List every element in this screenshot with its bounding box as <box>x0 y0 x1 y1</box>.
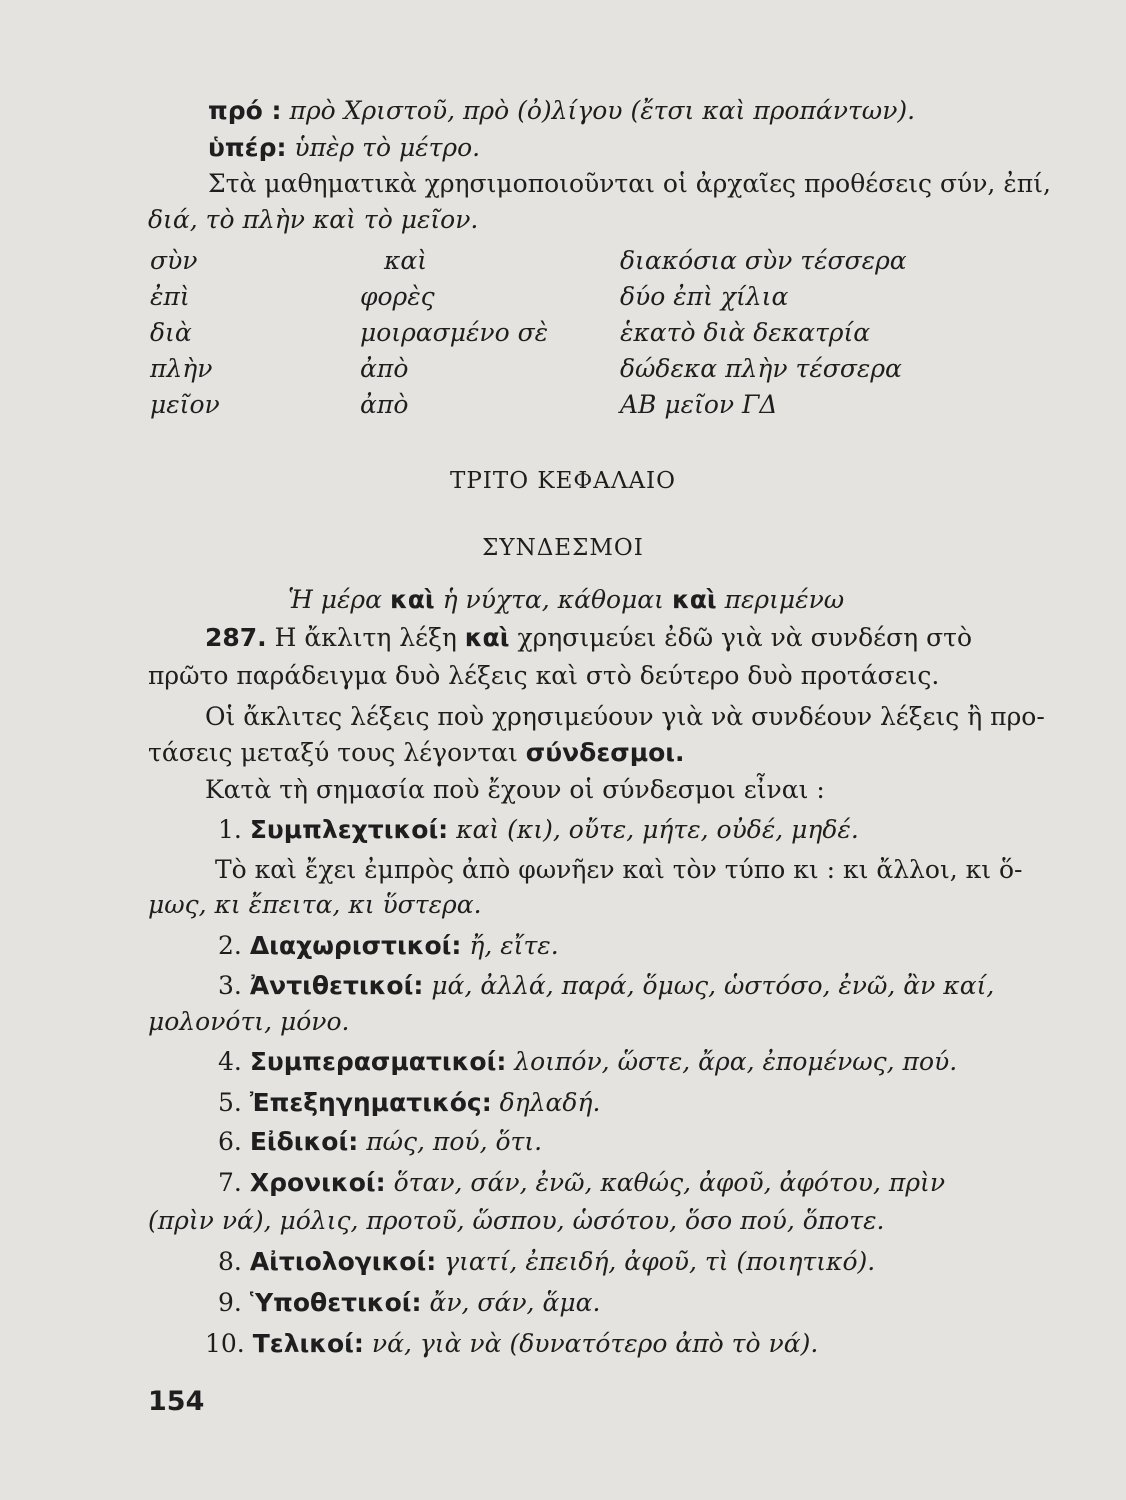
category-examples: νά, γιὰ νὰ (δυνατότερο ἀπὸ τὸ νά). <box>371 1329 819 1358</box>
category-examples: γιατί, ἐπειδή, ἀφοῦ, τὶ (ποιητικό). <box>444 1247 876 1276</box>
term-kai: καὶ <box>464 623 510 652</box>
term-uper: ὑπέρ: <box>208 133 287 162</box>
category-examples: ἄν, σάν, ἅμα. <box>429 1288 601 1317</box>
defn-line-2 <box>148 737 685 769</box>
term-pro: πρό : <box>208 96 282 125</box>
category-item <box>218 1126 542 1158</box>
category-number: 1. <box>218 815 242 844</box>
math-op-cell: σὺν <box>150 246 198 275</box>
category-item <box>218 930 559 962</box>
category-number: 9. <box>218 1288 242 1317</box>
math-example-cell: δώδεκα πλὴν τέσσερα <box>620 354 902 383</box>
text-uper: ὑπὲρ τὸ μέτρο. <box>294 133 481 162</box>
math-meaning-cell: ἀπὸ <box>360 390 409 419</box>
math-op-cell: μεῖον <box>150 390 220 419</box>
example-part: ἡ νύχτα, κάθομαι <box>442 585 664 614</box>
category-name: Χρονικοί: <box>249 1168 386 1197</box>
para-287-line-1 <box>205 622 972 654</box>
math-col-1 <box>150 243 220 423</box>
category-examples: ὅταν, σάν, ἐνῶ, καθώς, ἀφοῦ, ἀφότου, πρὶν <box>393 1168 946 1197</box>
category-number: 2. <box>218 931 242 960</box>
category-examples: λοιπόν, ὥστε, ἄρα, ἐπομένως, πού. <box>514 1047 958 1076</box>
category-item <box>218 970 994 1002</box>
category-item <box>218 1087 600 1119</box>
note-kai-line-2: μως, κι ἔπειτα, κι ὕστερα. <box>148 890 482 919</box>
category-name: Ἐπεξηγηματικός: <box>249 1088 492 1117</box>
math-meaning-cell: μοιρασμένο σὲ <box>360 318 549 347</box>
category-name: Ἀντιθετικοί: <box>249 971 424 1000</box>
category-item <box>218 814 859 846</box>
category-item <box>218 1046 957 1078</box>
category-number: 4. <box>218 1047 242 1076</box>
category-examples-cont: (πρὶν νά), μόλις, προτοῦ, ὥσπου, ὡσότου, ὅσο πού, ὅποτε. <box>148 1206 885 1235</box>
page-number: 154 <box>148 1386 205 1417</box>
math-op-cell: ἐπὶ <box>150 282 190 311</box>
category-item <box>218 1167 945 1199</box>
line-uper <box>208 132 480 164</box>
category-name: Συμπερασματικοί: <box>249 1047 507 1076</box>
category-number: 10. <box>205 1329 245 1358</box>
example-kai: καὶ <box>389 585 435 614</box>
section-title: ΣΥΝΔΕΣΜΟΙ <box>482 535 644 561</box>
category-number: 8. <box>218 1247 242 1276</box>
category-name: Τελικοί: <box>252 1329 364 1358</box>
math-example-cell: δύο ἐπὶ χίλια <box>620 282 789 311</box>
chapter-title: ΤΡΙΤΟ ΚΕΦΑΛΑΙΟ <box>449 468 676 494</box>
para-text: Η ἄκλιτη λέξη <box>274 623 457 652</box>
math-meaning-cell: φορὲς <box>360 282 435 311</box>
category-examples: ἤ, εἴτε. <box>469 931 559 960</box>
para-287-line-2: πρῶτο παράδειγμα δυὸ λέξεις καὶ στὸ δεύτερο δυὸ προτάσεις. <box>148 661 940 690</box>
category-item <box>218 1287 600 1319</box>
math-col-2 <box>360 243 548 423</box>
category-number: 5. <box>218 1088 242 1117</box>
category-name: Αἰτιολογικοί: <box>249 1247 437 1276</box>
math-op-cell: διὰ <box>150 318 192 347</box>
text-pro: πρὸ Χριστοῦ, πρὸ (ὀ)λίγου (ἔτσι καὶ προπάντων). <box>289 96 916 125</box>
math-meaning-cell: καὶ <box>384 246 428 275</box>
defn-line-1: Οἱ ἄκλιτες λέξεις ποὺ χρησιμεύουν γιὰ νὰ συνδέουν λέξεις ἢ προ- <box>205 702 1045 731</box>
paragraph-number: 287. <box>205 623 267 652</box>
category-number: 3. <box>218 971 242 1000</box>
math-line-1: Στὰ μαθηματικὰ χρησιμοποιοῦνται οἱ ἀρχαῖες προθέσεις σύν, ἐπί, <box>208 169 1051 198</box>
example-kai: καὶ <box>671 585 717 614</box>
category-item <box>218 1246 875 1278</box>
math-example-cell: ΑΒ μεῖον ΓΔ <box>620 390 778 419</box>
math-example-cell: ἑκατὸ διὰ δεκατρία <box>620 318 871 347</box>
category-examples: μά, ἀλλά, παρά, ὅμως, ὡστόσο, ἐνῶ, ἂν καί, <box>431 971 995 1000</box>
defn-text: τάσεις μεταξύ τους λέγονται <box>148 738 518 767</box>
category-examples-cont: μολονότι, μόνο. <box>148 1007 350 1036</box>
defn-line-3: Κατὰ τὴ σημασία ποὺ ἔχουν οἱ σύνδεσμοι εἶναι : <box>205 775 825 804</box>
category-examples: πώς, πού, ὅτι. <box>366 1127 543 1156</box>
example-part: περιμένω <box>724 585 845 614</box>
note-kai-line-1: Τὸ καὶ ἔχει ἐμπρὸς ἀπὸ φωνῆεν καὶ τὸν τύπο κι : κι ἄλλοι, κι ὅ- <box>215 855 1023 884</box>
category-name: Εἰδικοί: <box>249 1127 359 1156</box>
example-part: Ἡ μέρα <box>288 585 382 614</box>
example-sentence <box>288 584 844 616</box>
category-examples: δηλαδή. <box>499 1088 601 1117</box>
math-op-cell: πλὴν <box>150 354 213 383</box>
category-name: Διαχωριστικοί: <box>249 931 462 960</box>
math-example-cell: διακόσια σὺν τέσσερα <box>620 246 907 275</box>
category-number: 6. <box>218 1127 242 1156</box>
math-line-2: διά, τὸ πλὴν καὶ τὸ μεῖον. <box>148 205 479 234</box>
para-text: χρησιμεύει ἐδῶ γιὰ νὰ συνδέση στὸ <box>517 623 973 652</box>
category-examples: καὶ (κι), οὔτε, μήτε, οὐδέ, μηδέ. <box>456 815 859 844</box>
category-number: 7. <box>218 1168 242 1197</box>
category-name: Συμπλεχτικοί: <box>249 815 449 844</box>
category-item <box>205 1328 818 1360</box>
line-pro <box>208 95 915 127</box>
term-syndesmoi: σύνδεσμοι. <box>525 738 685 767</box>
math-col-3 <box>620 243 907 423</box>
category-name: Ὑποθετικοί: <box>249 1288 422 1317</box>
math-meaning-cell: ἀπὸ <box>360 354 409 383</box>
